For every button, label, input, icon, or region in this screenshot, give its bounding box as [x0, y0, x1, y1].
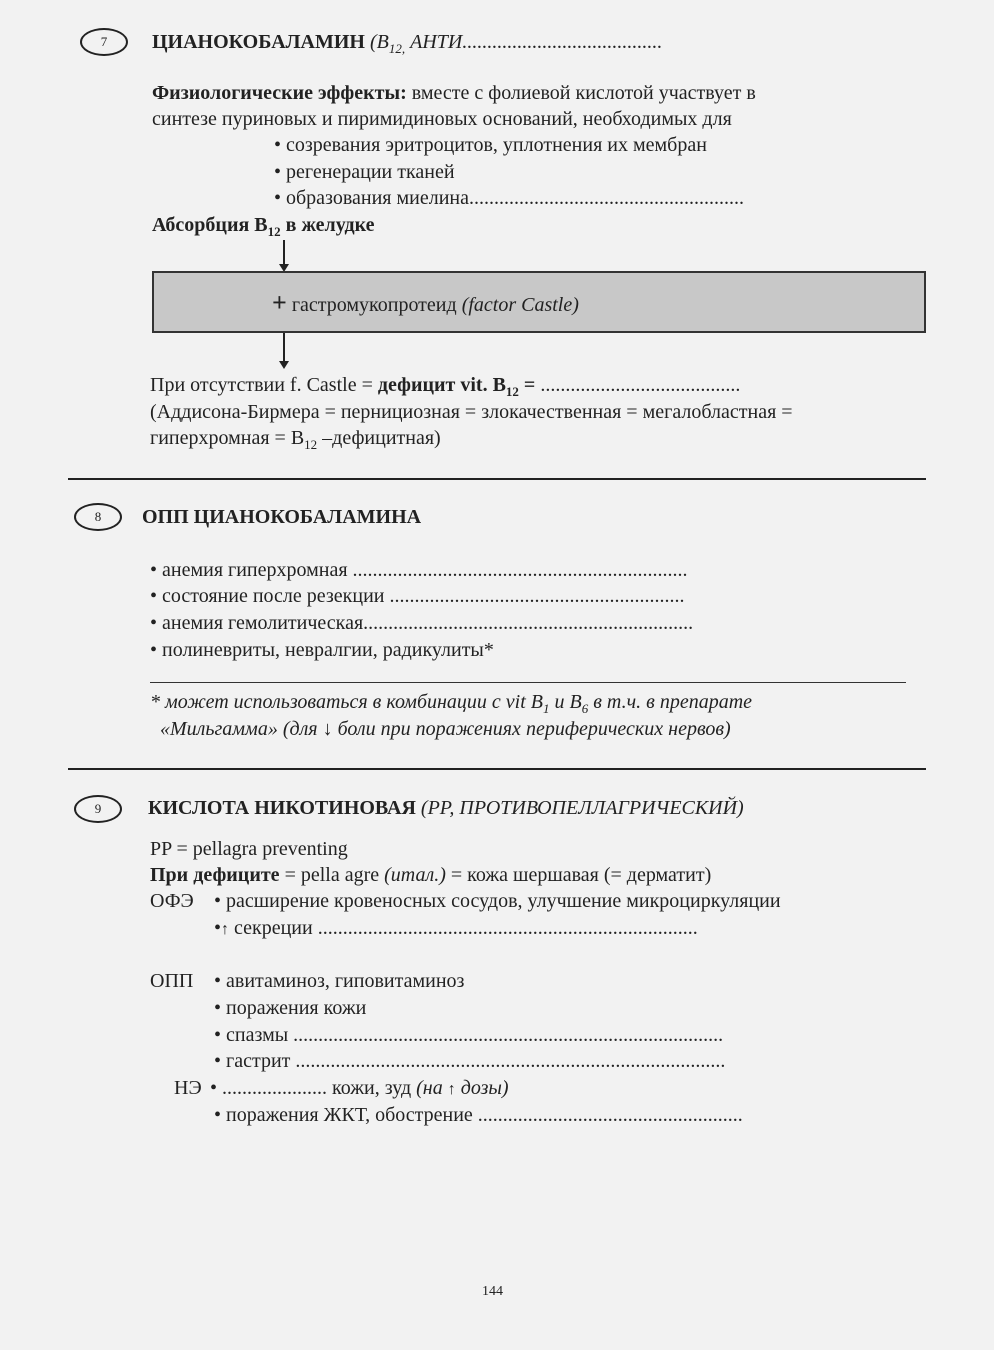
page-number: 144	[482, 1284, 503, 1299]
list-item: • образования миелина.......................................................	[274, 187, 744, 209]
synonyms-line1: (Аддисона-Бирмера = пернициозная = злокачественная = мегалобластная =	[150, 401, 793, 423]
footnote-line1: * может использоваться в комбинации с vit $B_1$ и $B_6$ в т.ч. в препарате	[150, 691, 753, 716]
list-item: • анемия гиперхромная ...................................................................	[150, 559, 688, 581]
section-divider	[68, 768, 926, 770]
list-item: • анемия гемолитическая..................................................................	[150, 612, 694, 634]
list-item: • состояние после резекции ...........................................................	[150, 585, 685, 607]
list-item: • расширение кровеносных сосудов, улучшение микроциркуляции	[214, 890, 781, 912]
deficit-line: При отсутствии f. Castle = дефицит vit. $B_{12}$ = ........................................	[150, 374, 741, 399]
castle-factor-label: + гастромукопротеид (factor Castle)	[272, 288, 579, 317]
arrow-down-icon	[283, 333, 285, 363]
arrow-up-icon: ↑	[447, 1081, 456, 1098]
section-divider	[68, 478, 926, 480]
deficit-definition: При дефиците = pella agre (итал.) = кожа шершавая (= дерматит)	[150, 864, 712, 886]
footnote-line2: «Мильгамма» (для ↓ боли при поражениях периферических нервов)	[160, 718, 731, 740]
phys-effects-line2: синтезе пуриновых и пиримидиновых оснований, необходимых для	[152, 108, 732, 130]
list-item: • авитаминоз, гиповитаминоз	[214, 970, 465, 992]
section-number-badge: 8	[74, 503, 122, 531]
section-title: ОПП ЦИАНОКОБАЛАМИНА	[142, 506, 422, 528]
phys-effects-line1: Физиологические эффекты: вместе с фолиевой кислотой участвует в	[152, 82, 756, 104]
list-item: • гастрит ......................................................................................	[214, 1050, 726, 1072]
list-item: • созревания эритроцитов, уплотнения их мембран	[274, 134, 707, 156]
section-number-badge: 7	[80, 28, 128, 56]
list-item: • спазмы ......................................................................................	[214, 1024, 724, 1046]
title-paren: ($B_{12,}$ АНТИ........................................	[369, 31, 663, 56]
section-title: КИСЛОТА НИКОТИНОВАЯ (PP, ПРОТИВОПЕЛЛАГРИЧЕСКИЙ)	[148, 797, 744, 819]
list-item: • поражения кожи	[214, 997, 367, 1019]
arrow-down-icon	[283, 240, 285, 266]
synonyms-line2: гиперхромная = $B_{12}$ –дефицитная)	[150, 427, 441, 452]
section-title	[152, 29, 662, 62]
list-item: • ..................... кожи, зуд (на ↑ дозы)	[210, 1077, 509, 1099]
arrow-up-icon: ↑	[221, 921, 230, 938]
list-item: • поражения ЖКТ, обострение .....................................................	[214, 1104, 743, 1126]
title-main: ЦИАНОКОБАЛАМИН	[152, 31, 365, 53]
list-item: •↑ секреции ............................................................................	[214, 917, 698, 939]
opp-label: ОПП	[150, 970, 194, 992]
arrowhead-icon	[279, 361, 289, 369]
absorption-heading: Абсорбция $B_{12}$ в желудке	[152, 214, 375, 239]
ofe-label: ОФЭ	[150, 890, 194, 912]
pp-definition: PP = pellagra preventing	[150, 838, 348, 860]
list-item: • регенерации тканей	[274, 161, 455, 183]
list-item: • полиневриты, невралгии, радикулиты*	[150, 639, 494, 661]
section-number-badge: 9	[74, 795, 122, 823]
footnote-rule	[150, 682, 906, 683]
ne-label: НЭ	[174, 1077, 202, 1099]
